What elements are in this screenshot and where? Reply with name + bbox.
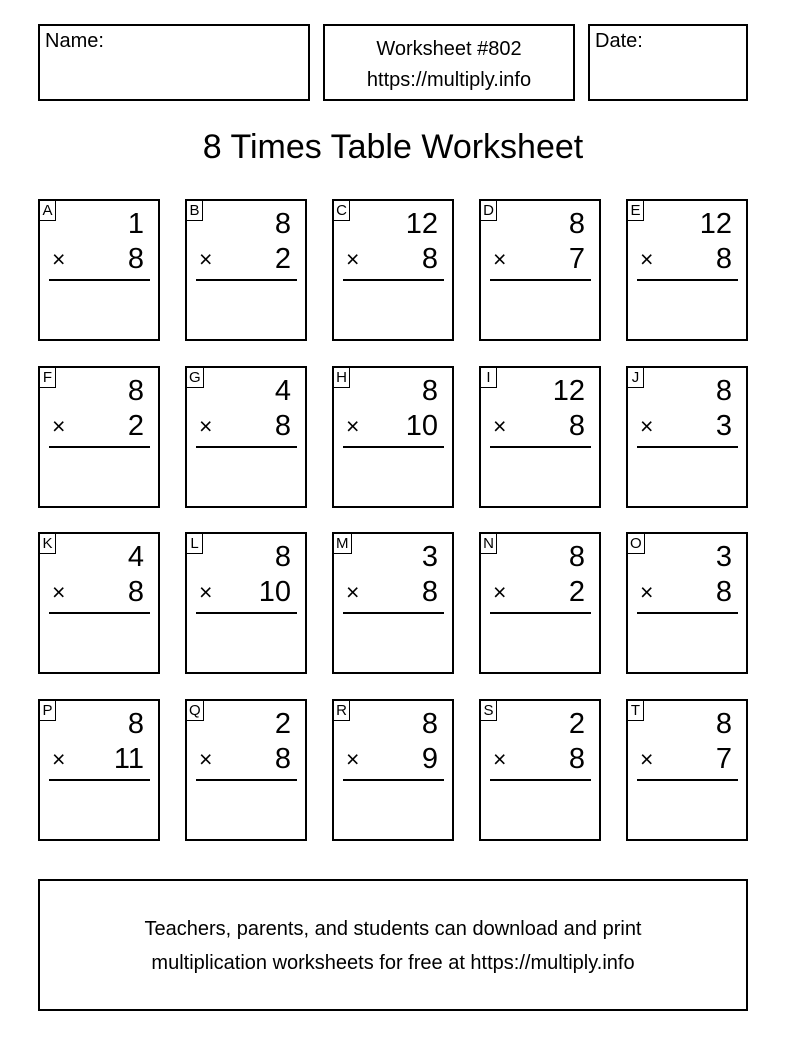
problem-card[interactable] [332, 532, 454, 674]
multiplicand: 8 [421, 708, 438, 740]
multiplier: 8 [274, 743, 291, 775]
answer-line [196, 446, 297, 448]
worksheet-url: https://multiply.info [366, 69, 532, 91]
problem-letter: E [628, 201, 644, 221]
multiplicand: 2 [274, 708, 291, 740]
problem-letter: C [334, 201, 350, 221]
multiply-sign-icon: × [640, 246, 654, 272]
problem-letter: N [481, 534, 497, 554]
problem-card[interactable] [626, 699, 748, 841]
multiplicand: 4 [127, 541, 144, 573]
problem-letter: B [187, 201, 203, 221]
answer-line [49, 612, 150, 614]
multiply-sign-icon: × [199, 413, 213, 439]
multiply-sign-icon: × [199, 579, 213, 605]
multiplicand: 12 [699, 208, 732, 240]
multiplier: 8 [715, 576, 732, 608]
problem-letter: A [40, 201, 56, 221]
problem-letter: J [628, 368, 644, 388]
multiplier: 8 [421, 243, 438, 275]
multiplicand: 12 [552, 375, 585, 407]
problem-card[interactable] [332, 366, 454, 508]
multiplicand: 8 [274, 208, 291, 240]
answer-line [490, 612, 591, 614]
answer-line [490, 279, 591, 281]
answer-line [49, 279, 150, 281]
multiply-sign-icon: × [346, 246, 360, 272]
problem-card[interactable] [626, 532, 748, 674]
multiply-sign-icon: × [52, 746, 66, 772]
answer-line [637, 446, 738, 448]
multiply-sign-icon: × [346, 413, 360, 439]
answer-line [343, 779, 444, 781]
problem-letter: H [334, 368, 350, 388]
multiplicand: 3 [421, 541, 438, 573]
multiply-sign-icon: × [493, 746, 507, 772]
problem-letter: O [628, 534, 645, 554]
multiply-sign-icon: × [346, 579, 360, 605]
problem-letter: L [187, 534, 203, 554]
problem-letter: G [187, 368, 204, 388]
problem-card[interactable] [479, 699, 601, 841]
problem-letter: D [481, 201, 497, 221]
answer-line [490, 446, 591, 448]
problem-letter: F [40, 368, 56, 388]
multiplier: 8 [274, 410, 291, 442]
multiplicand: 12 [405, 208, 438, 240]
date-label: Date: [595, 30, 643, 52]
date-box[interactable] [588, 24, 748, 101]
problem-letter: M [334, 534, 352, 554]
multiplicand: 8 [421, 375, 438, 407]
problem-card[interactable] [38, 366, 160, 508]
multiplicand: 8 [568, 208, 585, 240]
multiplicand: 3 [715, 541, 732, 573]
footer-line-1: Teachers, parents, and students can download and print [144, 918, 642, 940]
worksheet-number: Worksheet #802 [376, 38, 522, 60]
multiply-sign-icon: × [199, 746, 213, 772]
multiplicand: 8 [715, 375, 732, 407]
answer-line [49, 446, 150, 448]
answer-line [343, 279, 444, 281]
answer-line [196, 779, 297, 781]
problem-card[interactable] [479, 199, 601, 341]
multiplicand: 2 [568, 708, 585, 740]
problem-card[interactable] [38, 199, 160, 341]
multiplier: 8 [568, 410, 585, 442]
problem-card[interactable] [185, 199, 307, 341]
problem-letter: I [481, 368, 497, 388]
answer-line [343, 612, 444, 614]
name-label: Name: [45, 30, 104, 52]
multiply-sign-icon: × [52, 413, 66, 439]
problem-card[interactable] [626, 366, 748, 508]
problem-card[interactable] [185, 366, 307, 508]
problem-card[interactable] [479, 532, 601, 674]
multiply-sign-icon: × [640, 746, 654, 772]
worksheet-info-box [323, 24, 575, 101]
problem-card[interactable] [38, 699, 160, 841]
answer-line [343, 446, 444, 448]
multiplier: 8 [127, 243, 144, 275]
multiplier: 7 [715, 743, 732, 775]
multiplier: 3 [715, 410, 732, 442]
problem-letter: T [628, 701, 644, 721]
problem-card[interactable] [185, 699, 307, 841]
multiply-sign-icon: × [199, 246, 213, 272]
multiply-sign-icon: × [640, 579, 654, 605]
answer-line [196, 279, 297, 281]
problem-card[interactable] [479, 366, 601, 508]
multiplier: 10 [405, 410, 438, 442]
answer-line [637, 612, 738, 614]
problem-letter: Q [187, 701, 204, 721]
multiplier: 7 [568, 243, 585, 275]
problem-card[interactable] [332, 699, 454, 841]
multiplicand: 8 [715, 708, 732, 740]
multiply-sign-icon: × [493, 246, 507, 272]
problem-card[interactable] [332, 199, 454, 341]
multiplicand: 4 [274, 375, 291, 407]
multiply-sign-icon: × [493, 413, 507, 439]
problem-letter: S [481, 701, 497, 721]
name-box[interactable] [38, 24, 310, 101]
answer-line [196, 612, 297, 614]
multiplicand: 1 [127, 208, 144, 240]
multiplier: 2 [568, 576, 585, 608]
multiplicand: 8 [274, 541, 291, 573]
multiplier: 10 [258, 576, 291, 608]
answer-line [49, 779, 150, 781]
page-title: 8 Times Table Worksheet [202, 128, 584, 166]
multiplier: 9 [421, 743, 438, 775]
multiplicand: 8 [127, 375, 144, 407]
multiplier: 8 [421, 576, 438, 608]
answer-line [490, 779, 591, 781]
multiply-sign-icon: × [52, 246, 66, 272]
multiplicand: 8 [127, 708, 144, 740]
footer-line-2: multiplication worksheets for free at https://multiply.info [151, 952, 635, 974]
multiplier: 8 [568, 743, 585, 775]
multiply-sign-icon: × [52, 579, 66, 605]
answer-line [637, 779, 738, 781]
multiplier: 2 [127, 410, 144, 442]
multiply-sign-icon: × [640, 413, 654, 439]
multiplier: 2 [274, 243, 291, 275]
multiplicand: 8 [568, 541, 585, 573]
multiplier: 8 [127, 576, 144, 608]
multiply-sign-icon: × [346, 746, 360, 772]
multiply-sign-icon: × [493, 579, 507, 605]
problem-card[interactable] [38, 532, 160, 674]
problem-letter: K [40, 534, 56, 554]
problem-card[interactable] [626, 199, 748, 341]
problem-letter: P [40, 701, 56, 721]
problem-letter: R [334, 701, 350, 721]
answer-line [637, 279, 738, 281]
problem-card[interactable] [185, 532, 307, 674]
footer-box [38, 879, 748, 1011]
multiplier: 11 [113, 743, 144, 775]
multiplier: 8 [715, 243, 732, 275]
